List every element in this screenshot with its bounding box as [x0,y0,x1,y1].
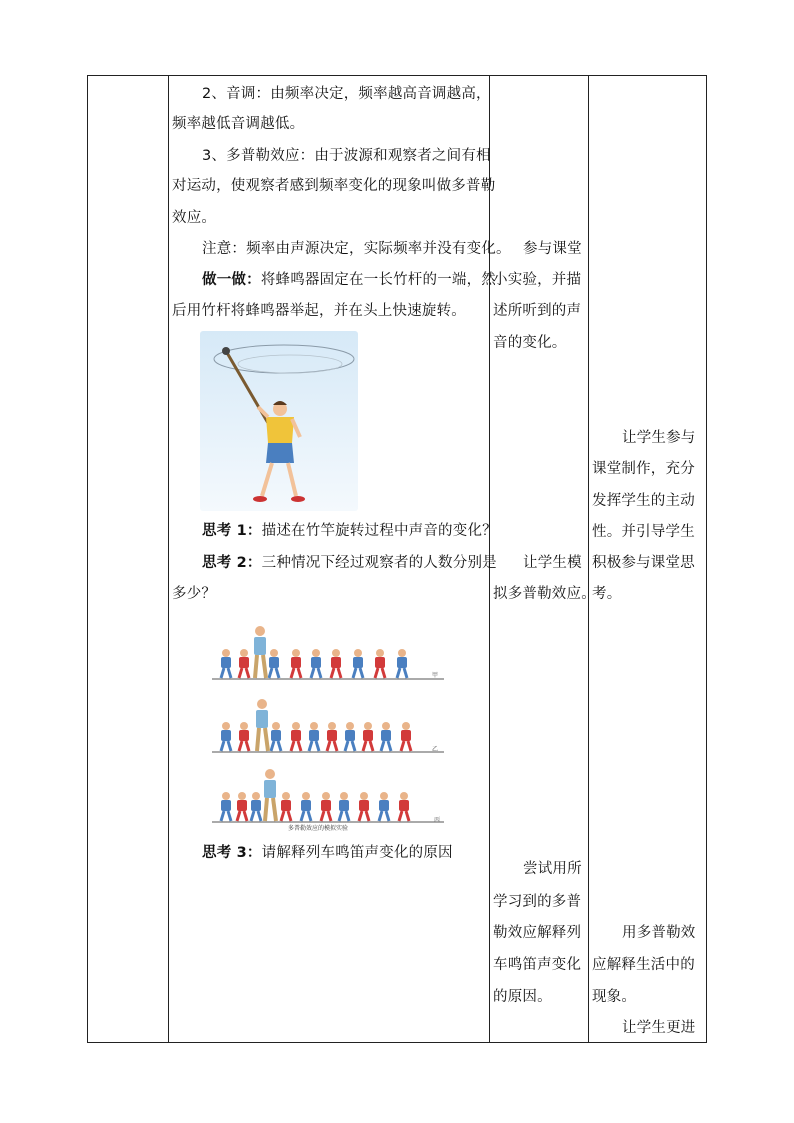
lesson-table [87,75,707,1043]
walker-figure [269,649,279,678]
student-text: 车鸣笛声变化 [493,957,582,973]
walker-figure [311,649,321,678]
walker-figure [397,649,407,678]
walker-figure [309,722,319,751]
think2-text: 三种情况下经过观察者的人数分别是 [261,555,497,571]
walker-figure [291,649,301,678]
student-text: 小实验，并描 [493,272,582,288]
think3-text: 请解释列车鸣笛声变化的原因 [261,845,453,861]
walker-figure [237,792,247,821]
student-text: 音的变化。 [493,335,567,351]
walker-figure [321,792,331,821]
student-activity-column [489,76,596,1042]
walker-figure [251,792,261,821]
student-text: 述所听到的声 [493,303,582,319]
intent-text: 发挥学生的主动 [592,493,695,509]
intent-text: 课堂制作，充分 [592,461,695,477]
walker-figure [301,792,311,821]
walker-figure [363,722,373,751]
walker-figure [271,722,281,751]
row-label: 丙 [434,817,441,824]
walker-figure [399,792,409,821]
intent-text: 现象。 [592,989,637,1005]
think1-line [202,516,497,546]
buzzer-swing-illustration [200,331,358,511]
intent-text: 应解释生活中的 [592,957,695,973]
doppler-simulation-illustration [212,616,448,834]
row-label: 乙 [432,746,439,753]
walker-figure [345,722,355,751]
walker-figure [239,722,249,751]
student-text: 参与课堂 [523,241,582,257]
intent-text: 性。并引导学生 [592,524,695,540]
walker-figure [221,722,231,751]
intent-text: 考。 [592,586,622,602]
design-intent-column [588,76,707,1042]
doppler-line-2: 对运动，使观察者感到频率变化的现象叫做多普勒 [172,178,496,194]
activity-label: 做一做： [202,272,261,288]
student-text: 让学生模 [523,555,582,571]
intent-text: 积极参与课堂思 [592,555,695,571]
intent-text: 让学生更进 [622,1020,696,1036]
think2-label: 思考 2： [202,555,262,571]
walker-figure [281,792,291,821]
intent-text: 用多普勒效 [622,925,696,941]
walker-figure [331,649,341,678]
think2-line-2: 多少？ [172,586,217,602]
figure-caption: 多普勒效应的模拟实验 [288,825,349,832]
think1-label: 思考 1： [202,523,262,539]
walker-figure [221,649,231,678]
student-text: 的原因。 [493,989,552,1005]
student-text: 勒效应解释列 [493,925,582,941]
walker-figure [221,792,231,821]
doppler-line-3: 效应。 [172,210,217,226]
student-text: 尝试用所 [523,861,582,877]
think3-line [202,838,453,868]
intent-text: 让学生参与 [622,430,696,446]
observer-figure [264,769,276,821]
student-text: 学习到的多普 [493,894,582,910]
activity-line-1 [202,265,496,295]
think2-line [202,548,497,578]
think3-label: 思考 3： [202,845,262,861]
pitch-line-2: 频率越低音调越低。 [172,116,305,132]
walker-figure [359,792,369,821]
walker-figure [339,792,349,821]
walker-figure [327,722,337,751]
doppler-line-1: 3、多普勒效应：由于波源和观察者之间有相 [202,148,491,164]
teaching-content-column [168,76,511,1042]
walker-figure [375,649,385,678]
activity-text: 将蜂鸣器固定在一长竹杆的一端，然 [260,272,497,288]
walker-figure [379,792,389,821]
walker-figure [381,722,391,751]
student-text: 拟多普勒效应。 [493,586,596,602]
walker-figure [401,722,411,751]
walker-figure [291,722,301,751]
stage-column [88,76,168,1042]
walker-figure [353,649,363,678]
note-line: 注意：频率由声源决定，实际频率并没有变化。 [202,241,511,257]
observer-figure [256,699,268,751]
think1-text: 描述在竹竿旋转过程中声音的变化？ [261,523,497,539]
pitch-line-1: 2、音调：由频率决定，频率越高音调越高， [202,86,491,102]
walker-figure [239,649,249,678]
row-label: 甲 [432,672,439,679]
observer-figure [254,626,266,678]
activity-line-2: 后用竹杆将蜂鸣器举起，并在头上快速旋转。 [172,303,466,319]
